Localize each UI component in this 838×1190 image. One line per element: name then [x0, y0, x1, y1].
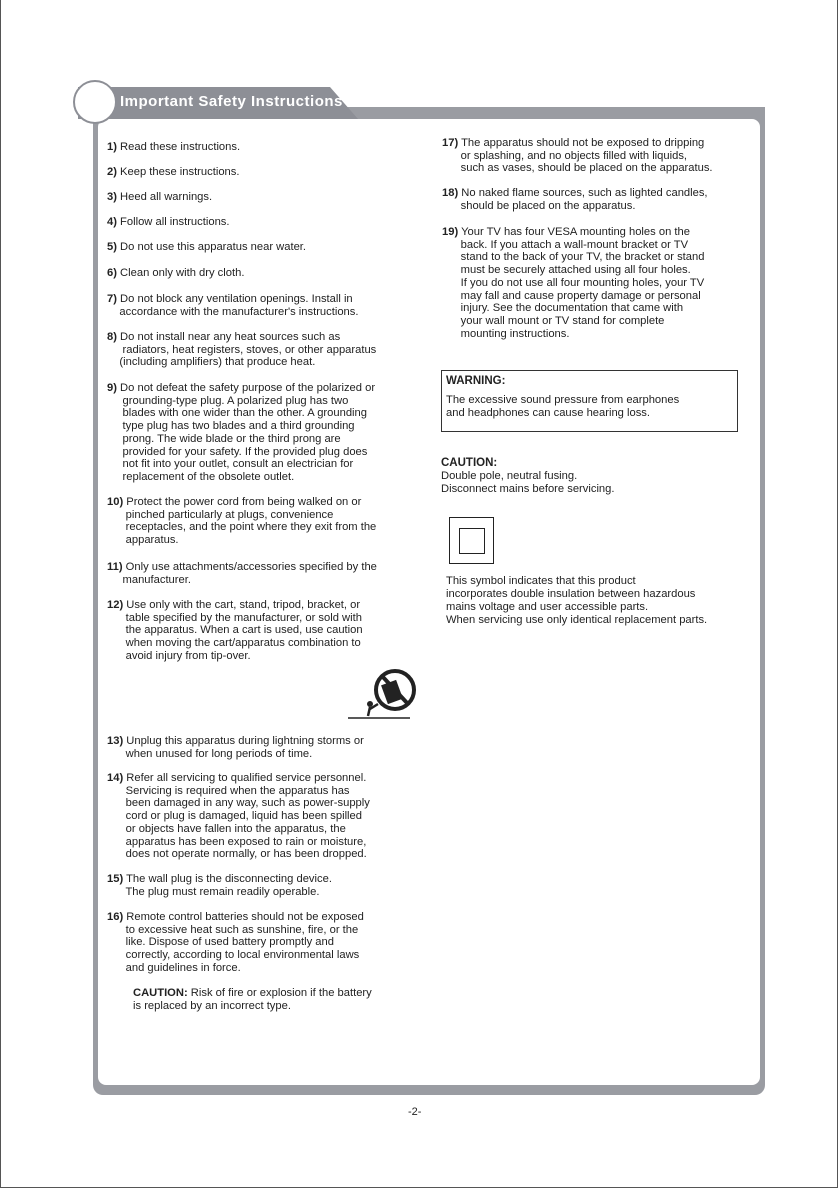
item-text: Protect the power cord from being walked on or pinched particularly at plugs, convenience receptacles, and the point where they exit from the apparatus.	[125, 496, 377, 547]
instruction-item	[442, 187, 708, 212]
caution-text: Double pole, neutral fusing. Disconnect mains before servicing.	[441, 470, 615, 495]
instruction-item	[107, 496, 376, 547]
item-number: 5)	[107, 241, 117, 253]
item-text: The wall plug is the disconnecting device. The plug must remain readily operable.	[125, 873, 332, 898]
item-text: The apparatus should not be exposed to dripping or splashing, and no objects filled with liquids, such as vases, should be placed on the apparatus.	[460, 137, 713, 175]
header-circle-icon	[73, 80, 117, 124]
header-rule	[348, 107, 765, 119]
item-text: Refer all servicing to qualified service personnel. Servicing is required when the apparatus has been damaged in any way, such as power-supply cord or plug is damaged, liquid has been spilled or objects have fallen into the apparatus, the apparatus has been exposed to rain or moisture, does not operate normally, or has been dropped.	[125, 772, 370, 861]
instruction-item	[107, 216, 230, 229]
item-number: 1)	[107, 141, 117, 153]
item-number: 11)	[107, 561, 123, 573]
item-number: 6)	[107, 267, 117, 279]
item-number: 15)	[107, 873, 124, 885]
instruction-item	[442, 226, 704, 340]
item-text: Read these instructions.	[116, 141, 241, 153]
item-number: 18)	[442, 187, 459, 199]
instruction-item	[107, 735, 364, 760]
instruction-item	[107, 267, 244, 280]
item-text: Heed all warnings.	[116, 191, 213, 203]
item-text: Your TV has four VESA mounting holes on the back. If you attach a wall-mount bracket or TV stand to the back of your TV, the bracket or stand must be securely attached using all four holes. If you do not use all four mounting holes, your TV may fall and cause property damage or personal injury. See the documentation that came with your wall mount or TV stand for complete mounting instructions.	[460, 226, 705, 340]
item-text: Clean only with dry cloth.	[116, 267, 245, 279]
item-text: Use only with the cart, stand, tripod, bracket, or table specified by the manufacturer, or sold with the apparatus. When a cart is used, use caution when moving the cart/apparatus combination to avoid injury from tip-over.	[125, 599, 363, 662]
symbol-description: This symbol indicates that this product incorporates double insulation between hazardous mains voltage and user accessible parts. When servicing use only identical replacement parts.	[446, 575, 708, 626]
battery-caution	[133, 987, 372, 1013]
item-number: 14)	[107, 772, 124, 784]
battery-caution-label: CAUTION:	[133, 987, 188, 999]
item-number: 10)	[107, 496, 124, 508]
instruction-item	[107, 772, 370, 861]
page-title: Important Safety Instructions	[120, 93, 343, 110]
instruction-item	[107, 331, 376, 369]
item-number: 9)	[107, 382, 117, 394]
caution-title: CAUTION:	[441, 457, 498, 469]
instruction-item	[107, 141, 240, 154]
item-text: Follow all instructions.	[116, 216, 230, 228]
item-number: 3)	[107, 191, 117, 203]
page-number: -2-	[408, 1106, 422, 1118]
cart-warning-icon	[348, 664, 418, 720]
item-number: 17)	[442, 137, 459, 149]
item-number: 19)	[442, 226, 459, 238]
item-text: No naked flame sources, such as lighted candles, should be placed on the apparatus.	[460, 187, 708, 212]
instruction-item	[107, 561, 377, 586]
item-number: 7)	[107, 293, 117, 305]
item-number: 12)	[107, 599, 124, 611]
item-number: 8)	[107, 331, 117, 343]
warning-text: The excessive sound pressure from earphones and headphones can cause hearing loss.	[446, 394, 680, 419]
double-insulation-inner-icon	[459, 528, 485, 554]
item-text: Remote control batteries should not be exposed to excessive heat such as sunshine, fire, or the like. Dispose of used battery promptly and correctly, according to local environmental laws and guidelines in force.	[125, 911, 364, 974]
item-text: Keep these instructions.	[116, 166, 240, 178]
item-text: Do not install near any heat sources such as radiators, heat registers, stoves, or other apparatus (including amplifiers) that produce heat.	[119, 331, 377, 369]
warning-title: WARNING:	[446, 375, 506, 387]
instruction-item	[107, 599, 363, 663]
item-text: Do not block any ventilation openings. Install in accordance with the manufacturer's instructions.	[119, 293, 359, 318]
item-text: Only use attachments/accessories specified by the manufacturer.	[122, 561, 377, 586]
instruction-item	[107, 293, 358, 318]
item-number: 4)	[107, 216, 117, 228]
instruction-item	[107, 191, 212, 204]
item-number: 13)	[107, 735, 124, 747]
item-text: Do not defeat the safety purpose of the polarized or grounding-type plug. A polarized plug has two blades with one wider than the other. A grounding type plug has two blades and a third grounding prong. The wide blade or the third prong are provided for your safety. If the provided plug does not fit into your outlet, consult an electrician for replacement of the obsolete outlet.	[120, 382, 376, 483]
instruction-item	[107, 241, 306, 254]
instruction-item	[107, 382, 375, 484]
instruction-item	[442, 137, 713, 175]
item-text: Do not use this apparatus near water.	[116, 241, 307, 253]
battery-caution-text: Risk of fire or explosion if the battery is replaced by an incorrect type.	[133, 987, 372, 1012]
instruction-item	[107, 911, 364, 975]
instruction-item	[107, 873, 332, 898]
item-text: Unplug this apparatus during lightning storms or when unused for long periods of time.	[125, 735, 364, 760]
item-number: 16)	[107, 911, 124, 923]
item-number: 2)	[107, 166, 117, 178]
instruction-item	[107, 166, 239, 179]
